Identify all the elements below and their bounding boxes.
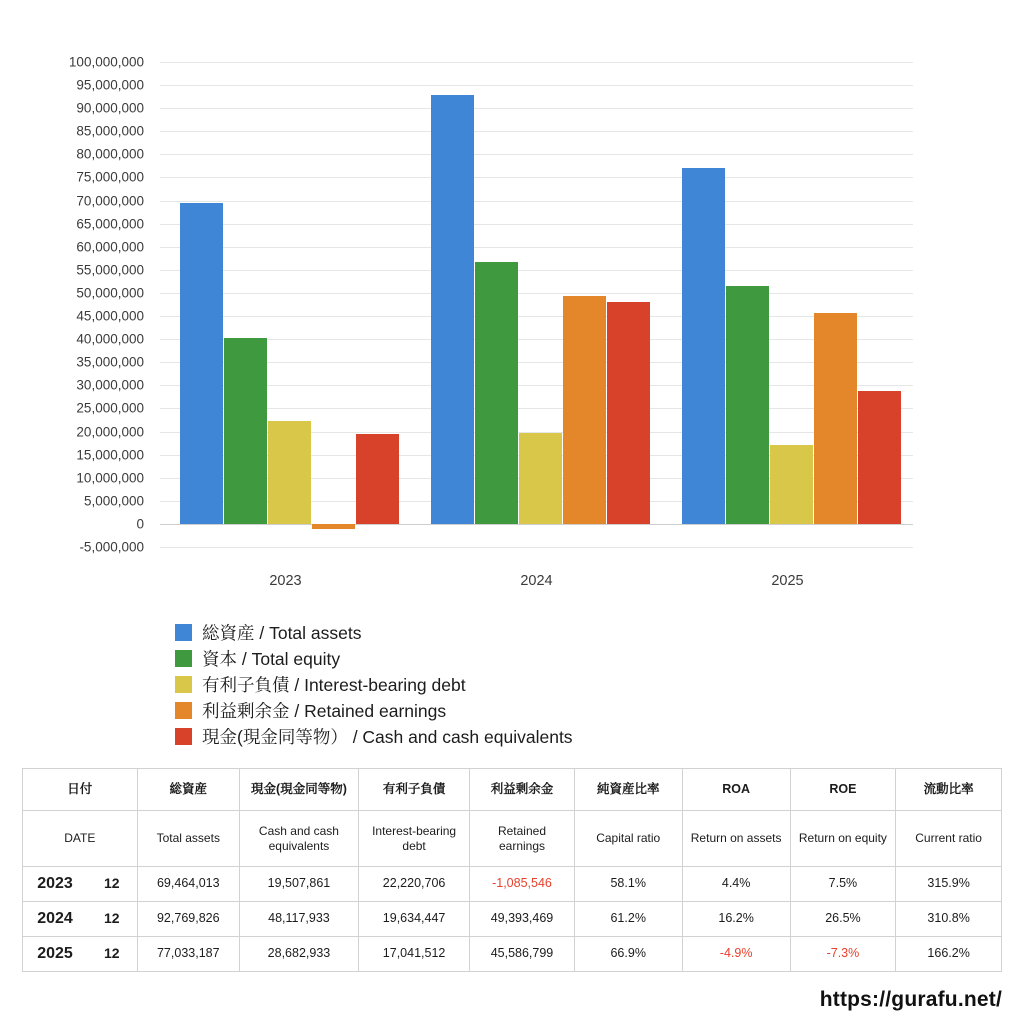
bar xyxy=(224,338,267,524)
legend-item[interactable] xyxy=(175,672,875,697)
legend-item[interactable] xyxy=(175,724,875,749)
table-cell-retained-earnings: 45,586,799 xyxy=(470,937,575,972)
bar xyxy=(770,445,813,524)
y-axis-tick-label: 5,000,000 xyxy=(83,493,144,509)
table-cell-roa: 4.4% xyxy=(682,867,790,902)
table-cell-year: 2024 xyxy=(23,902,88,937)
table-header-cell-en: Capital ratio xyxy=(574,811,682,867)
table-row xyxy=(23,937,1002,972)
y-axis-tick-label: 75,000,000 xyxy=(76,169,144,185)
y-axis-tick-label: 40,000,000 xyxy=(76,331,144,347)
y-axis-tick-label: 25,000,000 xyxy=(76,400,144,416)
legend-item-label: 利益剰余金 / Retained earnings xyxy=(202,701,447,721)
table-header-cell-jp: 現金(現金同等物) xyxy=(239,769,358,811)
bar xyxy=(180,203,223,524)
table-cell-capital-ratio: 61.2% xyxy=(574,902,682,937)
legend-color-swatch xyxy=(175,650,192,667)
table-row xyxy=(23,867,1002,902)
table-cell-debt: 19,634,447 xyxy=(358,902,469,937)
y-axis-tick-label: 100,000,000 xyxy=(68,54,144,70)
legend-color-swatch xyxy=(175,702,192,719)
y-axis-tick-label: 85,000,000 xyxy=(76,123,144,139)
table-cell-month: 12 xyxy=(87,902,137,937)
legend-color-swatch xyxy=(175,624,192,641)
y-axis-tick-label: 20,000,000 xyxy=(76,424,144,440)
x-axis-tick-label: 2023 xyxy=(269,573,302,589)
bar xyxy=(356,434,399,524)
bar-group xyxy=(411,62,662,547)
bar xyxy=(814,313,857,524)
y-axis-labels xyxy=(0,54,152,555)
table-cell-capital-ratio: 58.1% xyxy=(574,867,682,902)
bar-group xyxy=(662,62,913,547)
table-cell-year: 2025 xyxy=(23,937,88,972)
legend-item-label: 総資産 / Total assets xyxy=(202,623,362,643)
legend-item-label: 資本 / Total equity xyxy=(202,649,341,669)
table-header-cell-en: Current ratio xyxy=(896,811,1002,867)
legend-item[interactable] xyxy=(175,698,875,723)
table-header-cell-en: Total assets xyxy=(137,811,239,867)
y-axis-tick-label: 65,000,000 xyxy=(76,216,144,232)
table-header-cell-jp: 利益剰余金 xyxy=(470,769,575,811)
table-header-cell-jp: 流動比率 xyxy=(896,769,1002,811)
legend-item[interactable] xyxy=(175,646,875,671)
y-axis-tick-label: 0 xyxy=(136,516,144,532)
table-cell-month: 12 xyxy=(87,867,137,902)
bar xyxy=(519,433,562,524)
chart-legend xyxy=(175,620,875,750)
table-header-cell-jp: 日付 xyxy=(23,769,138,811)
table-cell-current-ratio: 166.2% xyxy=(896,937,1002,972)
table-cell-month: 12 xyxy=(87,937,137,972)
table-header-row-jp xyxy=(23,769,1002,811)
legend-color-swatch xyxy=(175,676,192,693)
y-axis-tick-label: 60,000,000 xyxy=(76,239,144,255)
y-axis-tick-label: 35,000,000 xyxy=(76,354,144,370)
financial-table-wrapper xyxy=(22,768,1002,972)
table-cell-retained-earnings: 49,393,469 xyxy=(470,902,575,937)
bar xyxy=(312,524,355,529)
gridline xyxy=(160,547,913,548)
bar xyxy=(858,391,901,523)
table-cell-retained-earnings: -1,085,546 xyxy=(470,867,575,902)
y-axis-tick-label: 15,000,000 xyxy=(76,447,144,463)
table-header-row-en xyxy=(23,811,1002,867)
legend-item[interactable] xyxy=(175,620,875,645)
table-header-cell-en: Return on equity xyxy=(790,811,896,867)
y-axis-tick-label: 70,000,000 xyxy=(76,193,144,209)
y-axis-tick-label: 90,000,000 xyxy=(76,100,144,116)
legend-color-swatch xyxy=(175,728,192,745)
table-cell-cash: 48,117,933 xyxy=(239,902,358,937)
legend-item-label: 有利子負債 / Interest-bearing debt xyxy=(202,675,466,695)
table-header-cell-jp: ROE xyxy=(790,769,896,811)
table-cell-cash: 19,507,861 xyxy=(239,867,358,902)
chart-plot-area xyxy=(160,62,913,547)
table-header-cell-en: Return on assets xyxy=(682,811,790,867)
table-cell-cash: 28,682,933 xyxy=(239,937,358,972)
bar-group xyxy=(160,62,411,547)
table-cell-roa: -4.9% xyxy=(682,937,790,972)
bar xyxy=(268,421,311,524)
table-cell-year: 2023 xyxy=(23,867,88,902)
table-cell-roa: 16.2% xyxy=(682,902,790,937)
x-axis-tick-label: 2025 xyxy=(771,573,804,589)
bar xyxy=(431,95,474,524)
table-header-cell-en: DATE xyxy=(23,811,138,867)
table-header-cell-en: Cash and cash equivalents xyxy=(239,811,358,867)
table-cell-roe: 26.5% xyxy=(790,902,896,937)
y-axis-tick-label: 30,000,000 xyxy=(76,377,144,393)
table-cell-total-assets: 77,033,187 xyxy=(137,937,239,972)
bar xyxy=(607,302,650,524)
bar xyxy=(682,168,725,524)
table-header-cell-jp: 有利子負債 xyxy=(358,769,469,811)
table-cell-roe: 7.5% xyxy=(790,867,896,902)
table-cell-current-ratio: 310.8% xyxy=(896,902,1002,937)
table-cell-current-ratio: 315.9% xyxy=(896,867,1002,902)
x-axis-tick-label: 2024 xyxy=(520,573,553,589)
site-url-label: https://gurafu.net/ xyxy=(819,988,1002,1011)
y-axis-tick-label: 95,000,000 xyxy=(76,77,144,93)
table-row xyxy=(23,902,1002,937)
y-axis-tick-label: -5,000,000 xyxy=(79,539,144,555)
table-cell-debt: 22,220,706 xyxy=(358,867,469,902)
y-axis-tick-label: 45,000,000 xyxy=(76,308,144,324)
legend-item-label: 現金(現金同等物） / Cash and cash equivalents xyxy=(202,727,573,747)
table-cell-debt: 17,041,512 xyxy=(358,937,469,972)
bar xyxy=(726,286,769,524)
table-cell-total-assets: 92,769,826 xyxy=(137,902,239,937)
y-axis-tick-label: 10,000,000 xyxy=(76,470,144,486)
table-cell-total-assets: 69,464,013 xyxy=(137,867,239,902)
table-header-cell-jp: 純資産比率 xyxy=(574,769,682,811)
table-header-cell-jp: ROA xyxy=(682,769,790,811)
bar xyxy=(563,296,606,524)
table-cell-capital-ratio: 66.9% xyxy=(574,937,682,972)
financial-table xyxy=(22,768,1002,972)
y-axis-tick-label: 55,000,000 xyxy=(76,262,144,278)
table-header-cell-en: Retained earnings xyxy=(470,811,575,867)
y-axis-tick-label: 50,000,000 xyxy=(76,285,144,301)
table-header-cell-jp: 総資産 xyxy=(137,769,239,811)
table-cell-roe: -7.3% xyxy=(790,937,896,972)
bar xyxy=(475,262,518,524)
y-axis-tick-label: 80,000,000 xyxy=(76,146,144,162)
table-header-cell-en: Interest-bearing debt xyxy=(358,811,469,867)
